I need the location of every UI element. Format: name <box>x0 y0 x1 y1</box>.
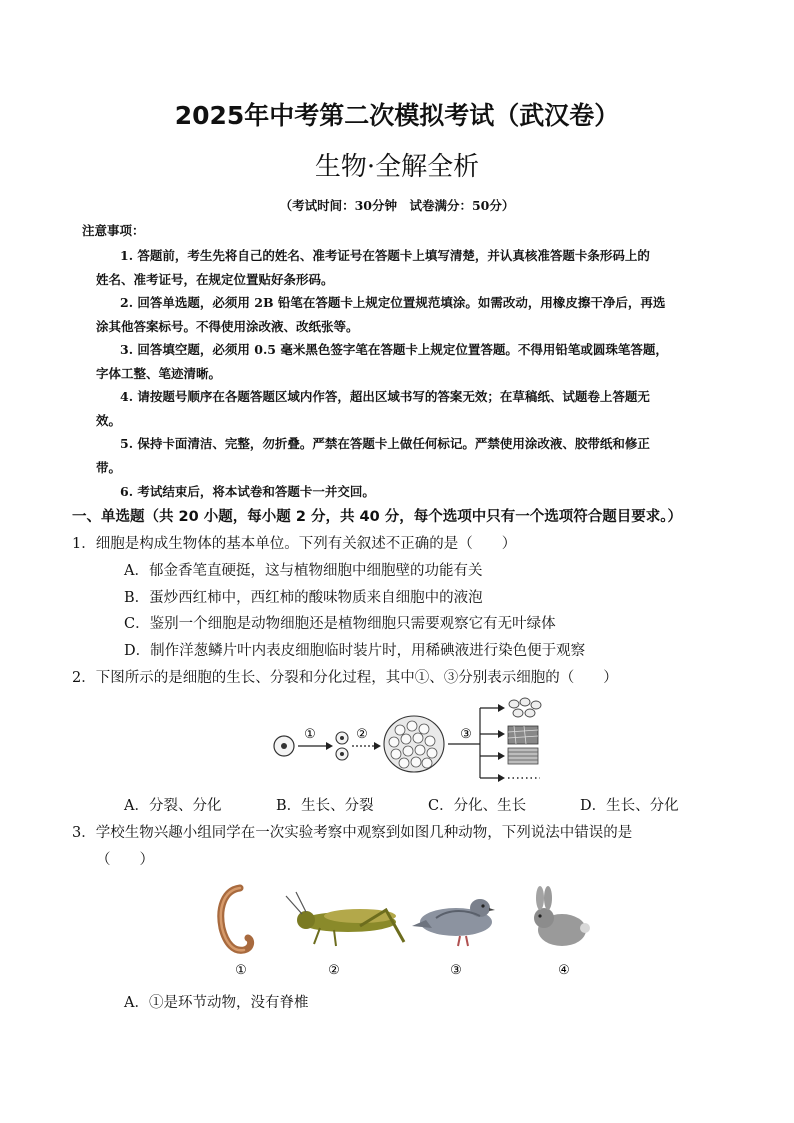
notice-line: 涂其他答案标号。不得使用涂改液、改纸张等。 <box>96 319 359 334</box>
section-heading: 一、单选题（共 20 小题，每小题 2 分，共 40 分，每个选项中只有一个选项符合题目要求。） <box>72 509 682 525</box>
page-subtitle: 生物·全解全析 <box>314 152 480 182</box>
animals-figure <box>210 880 610 980</box>
notice-line: 带。 <box>96 460 122 475</box>
question-2-option-c: C．分化、生长 <box>428 798 527 814</box>
notice-line: 1. 答题前，考生先将自己的姓名、准考证号在答题卡上填写清楚，并认真核准答题卡条形码上的 <box>120 248 650 263</box>
notice-line: 姓名、准考证号，在规定位置贴好条形码。 <box>96 272 334 287</box>
rabbit-icon <box>534 886 590 946</box>
question-1-option-d: D．制作洋葱鳞片叶内表皮细胞临时装片时，用稀碘液进行染色便于观察 <box>124 643 586 659</box>
question-3-stem-cont: （ ） <box>96 852 154 868</box>
question-2-option-b: B．生长、分裂 <box>276 798 374 814</box>
cell-process-figure <box>270 692 560 782</box>
question-1-option-b: B．蛋炒西红柿中，西红柿的酸味物质来自细胞中的液泡 <box>124 590 483 606</box>
notice-line: 6. 考试结束后，将本试卷和答题卡一并交回。 <box>120 484 375 499</box>
label-3: ③ <box>460 727 472 742</box>
pigeon-icon <box>412 899 495 946</box>
question-1-stem: 1．细胞是构成生物体的基本单位。下列有关叙述不正确的是（ ） <box>72 536 517 552</box>
single-cell-icon <box>274 736 294 756</box>
question-3-option-a: A．①是环节动物，没有脊椎 <box>124 995 309 1011</box>
notice-line: 效。 <box>96 413 122 428</box>
label-3: ③ <box>450 963 462 978</box>
tissue-texture-icon <box>508 726 538 744</box>
label-4: ④ <box>558 963 570 978</box>
notice-heading: 注意事项： <box>82 223 145 238</box>
two-cells-icon <box>336 732 348 760</box>
label-1: ① <box>235 963 247 978</box>
exam-meta: （考试时间：30分钟 试卷满分：50分） <box>279 198 515 213</box>
question-1-option-a: A．郁金香笔直硬挺，这与植物细胞中细胞壁的功能有关 <box>124 563 483 579</box>
question-2-option-d: D．生长、分化 <box>580 798 679 814</box>
question-2-option-a: A．分裂、分化 <box>124 798 222 814</box>
label-1: ① <box>304 727 316 742</box>
tissue-fibers-icon <box>508 748 538 764</box>
notice-line: 4. 请按题号顺序在各题答题区域内作答，超出区域书写的答案无效；在草稿纸、试题卷上答题无 <box>120 389 650 404</box>
cell-cluster-icon <box>384 716 444 772</box>
question-3-stem: 3．学校生物兴趣小组同学在一次实验考察中观察到如图几种动物，下列说法中错误的是 <box>72 825 633 841</box>
question-1-option-c: C．鉴别一个细胞是动物细胞还是植物细胞只需要观察它有无叶绿体 <box>124 616 556 632</box>
grasshopper-icon <box>286 892 404 946</box>
tissue-cells-icon <box>509 698 541 717</box>
notice-line: 3. 回答填空题，必须用 0.5 毫米黑色签字笔在答题卡上规定位置答题。不得用铅笔或圆珠笔答题， <box>120 342 668 357</box>
label-2: ② <box>356 727 368 742</box>
notice-line: 5. 保持卡面清洁、完整，勿折叠。严禁在答题卡上做任何标记。严禁使用涂改液、胶带纸和修正 <box>120 436 650 451</box>
question-2-stem: 2．下图所示的是细胞的生长、分裂和分化过程，其中①、③分别表示细胞的（ ） <box>72 670 618 686</box>
earthworm-icon <box>221 888 251 950</box>
notice-line: 2. 回答单选题，必须用 2B 铅笔在答题卡上规定位置规范填涂。如需改动，用橡皮擦干净后，再选 <box>120 295 666 310</box>
page-title: 2025年中考第二次模拟考试（武汉卷） <box>174 101 620 130</box>
notice-line: 字体工整、笔迹清晰。 <box>96 366 222 381</box>
label-2: ② <box>328 963 340 978</box>
